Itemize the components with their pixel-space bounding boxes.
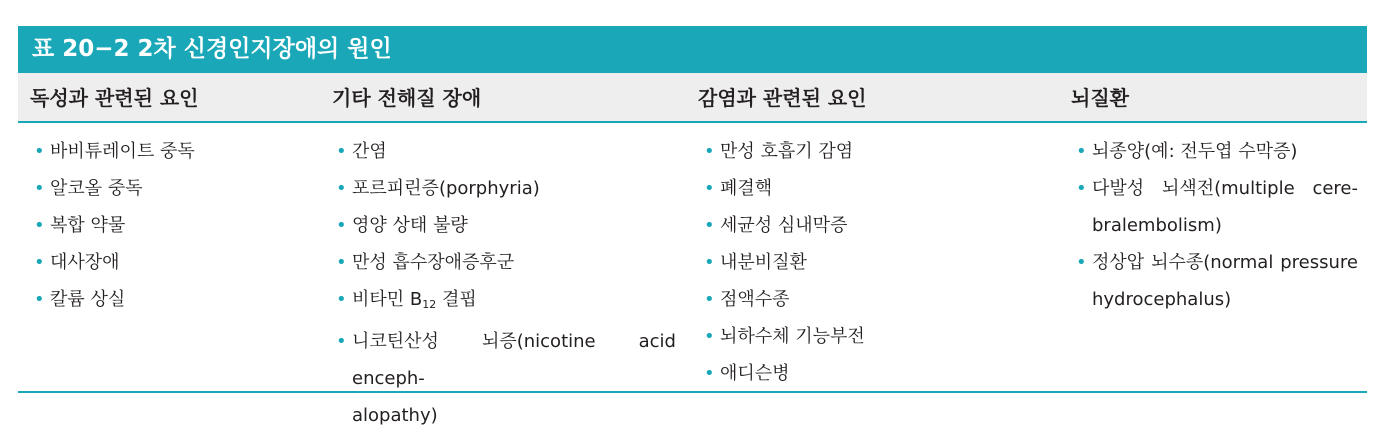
list-item bbox=[336, 244, 676, 281]
header-toxic: 독성과 관련된 요인 bbox=[30, 86, 199, 110]
bullet-icon: • bbox=[704, 178, 715, 199]
list-item-text: 복합 약물 bbox=[50, 215, 126, 236]
list-item bbox=[336, 281, 676, 323]
list-item bbox=[1076, 170, 1358, 244]
list-item-text: 다발성 뇌색전(multiple cere- bbox=[1092, 178, 1358, 199]
bullet-icon: • bbox=[336, 252, 347, 273]
bullet-icon: • bbox=[704, 326, 715, 347]
list-item bbox=[336, 207, 676, 244]
list-item-text: 애디슨병 bbox=[720, 363, 790, 384]
header-electrolyte: 기타 전해질 장애 bbox=[332, 86, 482, 110]
bullet-icon: • bbox=[336, 289, 347, 310]
bullet-icon: • bbox=[34, 178, 45, 199]
list-item-text: hydrocephalus) bbox=[1092, 289, 1232, 310]
list-item-text: 점액수종 bbox=[720, 289, 790, 310]
list-item-text bbox=[352, 281, 676, 323]
list-item bbox=[704, 133, 1044, 170]
list-item-text: 내분비질환 bbox=[720, 252, 807, 273]
list-item bbox=[704, 207, 1044, 244]
list-item-text: 폐결핵 bbox=[720, 178, 773, 199]
bullet-icon: • bbox=[336, 215, 347, 236]
list-item-text: 세균성 심내막증 bbox=[720, 215, 848, 236]
column-electrolyte bbox=[336, 133, 676, 434]
list-item-text: 대사장애 bbox=[50, 252, 120, 273]
list-item-text-main: 비타민 B bbox=[352, 289, 423, 310]
list-item bbox=[704, 170, 1044, 207]
list-item bbox=[34, 170, 314, 207]
bullet-icon: • bbox=[34, 289, 45, 310]
list-item-text: 포르피린증(porphyria) bbox=[352, 178, 540, 199]
bullet-icon: • bbox=[336, 141, 347, 162]
list-item bbox=[704, 244, 1044, 281]
bullet-icon: • bbox=[704, 363, 715, 384]
bullet-icon: • bbox=[704, 141, 715, 162]
list-item-text: 니코틴산성 뇌증(nicotine acid enceph- bbox=[352, 331, 676, 389]
list-item-text: 만성 호흡기 감염 bbox=[720, 141, 854, 162]
header-row bbox=[18, 73, 1367, 123]
table-title: 표 20−2 2차 신경인지장애의 원인 bbox=[18, 26, 1367, 73]
list-item-text: bralembolism) bbox=[1092, 215, 1222, 236]
bullet-icon: • bbox=[704, 252, 715, 273]
list-item bbox=[34, 244, 314, 281]
list-item-text: 알코올 중독 bbox=[50, 178, 143, 199]
bullet-icon: • bbox=[1076, 141, 1087, 162]
list-item-text: 영양 상태 불량 bbox=[352, 215, 468, 236]
header-brain-disease: 뇌질환 bbox=[1071, 86, 1129, 110]
list-item bbox=[1076, 244, 1358, 318]
list-item-text: 바비튜레이트 중독 bbox=[50, 141, 195, 162]
bullet-icon: • bbox=[34, 215, 45, 236]
bullet-icon: • bbox=[336, 331, 347, 352]
list-item-text: 칼륨 상실 bbox=[50, 289, 126, 310]
list-item bbox=[336, 133, 676, 170]
list-item-text-after: 결핍 bbox=[436, 289, 477, 310]
subscript-text: 12 bbox=[422, 298, 437, 311]
list-item-text: 뇌종양(예: 전두엽 수막증) bbox=[1092, 141, 1298, 162]
bullet-icon: • bbox=[1076, 178, 1087, 199]
list-item-text: 정상압 뇌수종(normal pressure bbox=[1092, 252, 1358, 273]
bullet-icon: • bbox=[336, 178, 347, 199]
list-item-text: 만성 흡수장애증후군 bbox=[352, 252, 515, 273]
column-infection bbox=[704, 133, 1044, 392]
bullet-icon: • bbox=[704, 289, 715, 310]
list-item bbox=[704, 355, 1044, 392]
list-item bbox=[1076, 133, 1358, 170]
list-item-text: 뇌하수체 기능부전 bbox=[720, 326, 865, 347]
causes-table bbox=[18, 26, 1367, 426]
bullet-icon: • bbox=[1076, 252, 1087, 273]
column-brain-disease bbox=[1076, 133, 1358, 318]
list-item bbox=[336, 323, 676, 434]
list-item bbox=[336, 170, 676, 207]
bullet-icon: • bbox=[34, 141, 45, 162]
list-item-text: alopathy) bbox=[352, 405, 438, 426]
list-item bbox=[704, 281, 1044, 318]
list-item bbox=[34, 133, 314, 170]
list-item bbox=[704, 318, 1044, 355]
header-infection: 감염과 관련된 요인 bbox=[698, 86, 867, 110]
column-toxic bbox=[34, 133, 314, 318]
body-row bbox=[18, 123, 1367, 426]
list-item bbox=[34, 281, 314, 318]
bullet-icon: • bbox=[704, 215, 715, 236]
bullet-icon: • bbox=[34, 252, 45, 273]
list-item bbox=[34, 207, 314, 244]
list-item-text: 간염 bbox=[352, 141, 387, 162]
